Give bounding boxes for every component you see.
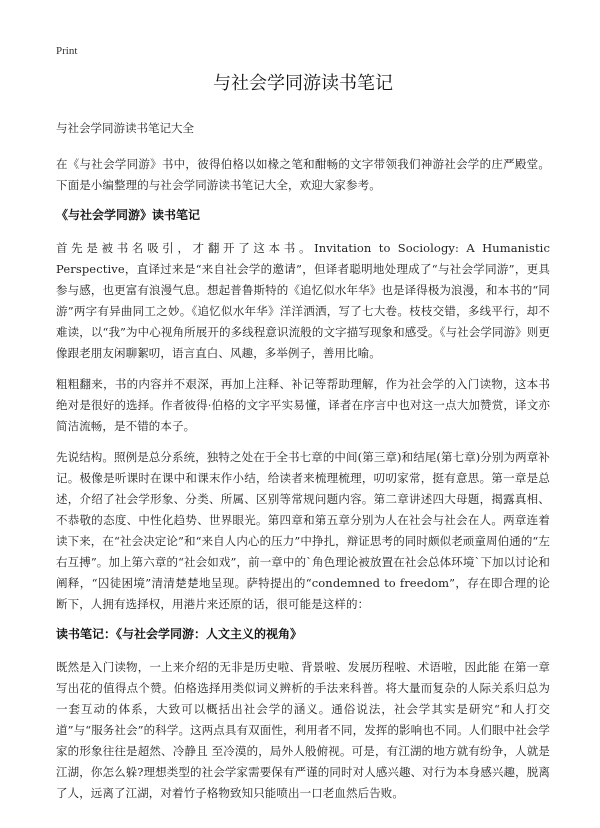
intro-paragraph: 在《与社会学同游》书中，彼得伯格以如椽之笔和酣畅的文字带领我们神游社会学的庄严殿堂。下面是小编整理的与社会学同游读书笔记大全，欢迎大家参考。 [56, 157, 550, 192]
body-paragraph: 粗粗翻来，书的内容并不艰深，再加上注释、补记等帮助理解，作为社会学的入门读物，这本书绝对是很好的选择。作者彼得·伯格的文字平实易懂，译者在序言中也对这一点大加赞赏，译文亦简洁流畅，是不错的本子。 [56, 377, 550, 433]
body-paragraph: 首先是被书名吸引，才翻开了这本书。Invitation to Sociology: A Humanistic Perspective，直译过来是“来自社会学的邀请”，但译者聪明地处理成了“与社会学同游”，更具参与感，也更富有浪漫气息。想起普鲁斯特的《追忆似水年华》也是译得极为浪漫，和本书的“同游”两字有异曲同工之妙。《追忆似水年华》洋洋洒洒，写了七大卷。枝枝交错，多线平行，却不难读，以“我”为中心视角所展开的多线程意识流般的文字描写现象和感受。《与社会学同游》则更像跟老朋友闲聊絮叨，语言直白、风趣，多举例子，善用比喻。 [56, 241, 550, 360]
document-subtitle: 与社会学同游读书笔记大全 [56, 121, 194, 135]
body-paragraph: 先说结构。照例是总分系统，独特之处在于全书七章的中间(第三章)和结尾(第七章)分别为两章补记。极像是听课时在课中和课末作小结，给读者来梳理梳理，叨叨家常，挺有意思。第一章是总述，介绍了社会学形象、分类、所属、区别等常规问题内容。第二章讲述四大母题，揭露真相、不恭敬的态度、中性化趋势、世界眼光。第四章和第五章分别为人在社会与社会在人。两章连着读下来，在“社会决定论”和“来自人内心的压力”中挣扎，辩证思考的同时颇似老顽童周伯通的“左右互搏”。加上第六章的“社会如戏”，前一章中的`角色理论被放置在社会总体环境`下加以讨论和阐释，“囚徒困境”清清楚楚地呈现。萨特提出的“condemned to freedom”，存在即合理的论断下，人拥有选择权，用港片来还原的话，很可能是这样的： [56, 450, 550, 611]
body-paragraph: 既然是入门读物，一上来介绍的无非是历史啦、背景啦、发展历程啦、术语啦，因此能 在第一章写出花的值得点个赞。伯格选择用类似词义辨析的手法来科普。将大量而复杂的人际关系归总为一套互动的体系，大致可以概括出社会学的涵义。通俗说法，社会学其实是研究“和人打交道”与“服务社会”的科学。这两点具有双面性，利用者不同，发挥的影响也不同。人们眼中社会学家的形象往往是超然、冷静且 至冷漠的，局外人般俯视。可是，有江湖的地方就有纷争，人就是江湖，你怎么躲?理想类型的社会学家需要保有严谨的同时对人感兴趣、对行为本身感兴趣，脱离了人，远离了江湖，对着竹子格物致知只能喷出一口老血然后告败。 [56, 660, 550, 800]
print-link[interactable]: Print [56, 45, 78, 57]
section-heading-reading-notes: 《与社会学同游》读书笔记 [56, 208, 201, 222]
page-title: 与社会学同游读书笔记 [213, 73, 393, 94]
section-heading-humanistic-perspective: 读书笔记：《与社会学同游：人文主义的视角》 [56, 627, 303, 641]
